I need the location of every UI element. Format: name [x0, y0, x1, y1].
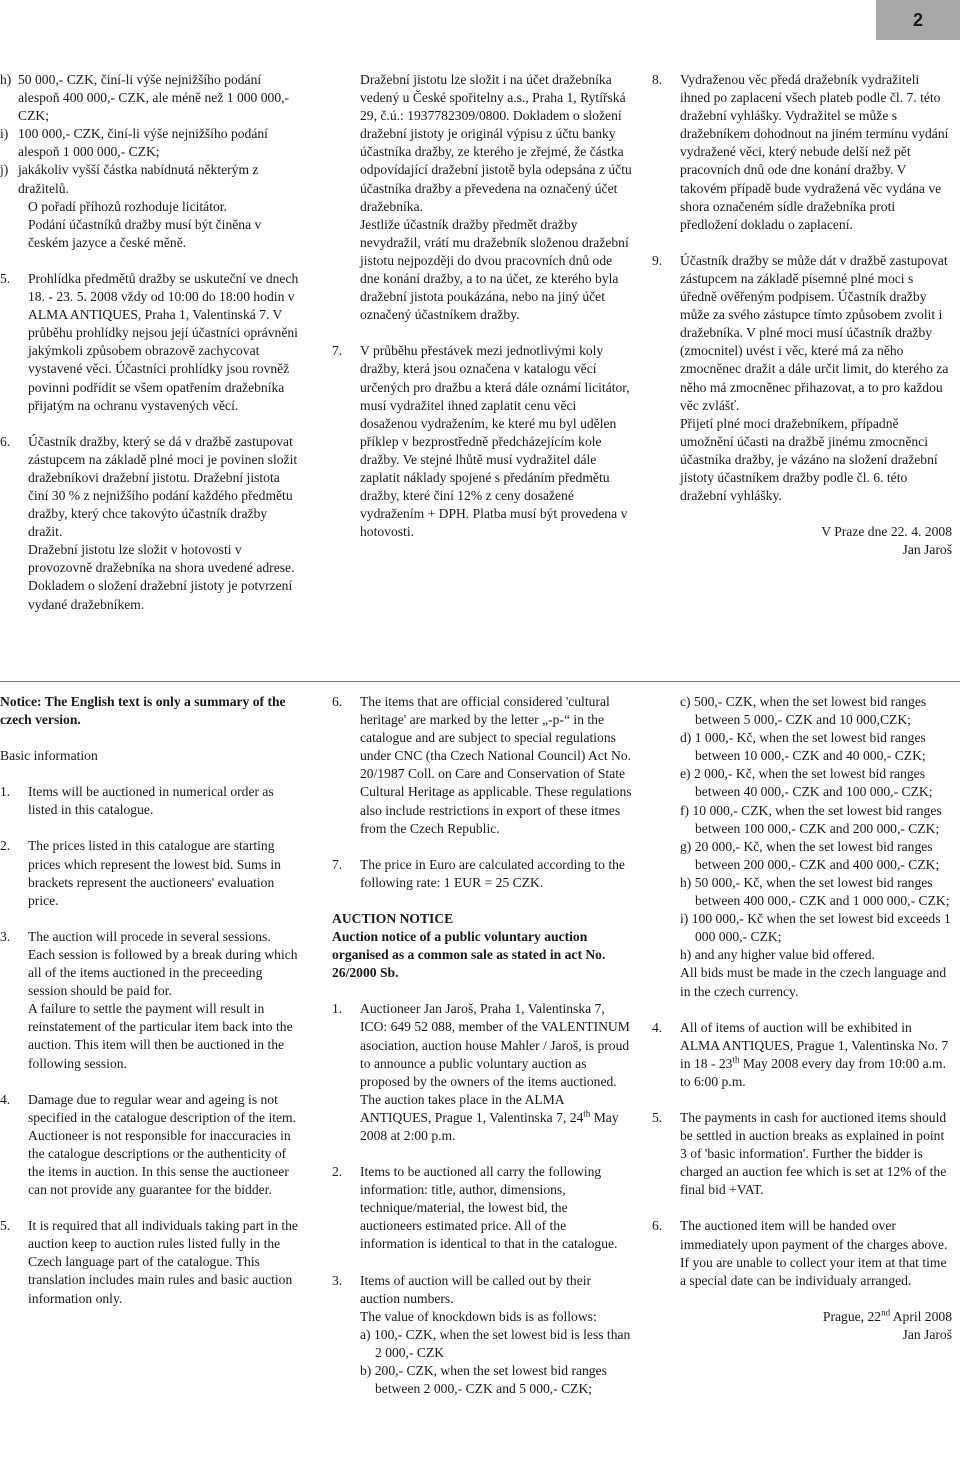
cz1-subitem — [0, 125, 300, 161]
bid-text: and any higher value bid offered. — [694, 947, 875, 963]
subitem-letter: h) — [0, 72, 12, 87]
bid-tier — [680, 729, 952, 765]
english-column-2 — [332, 693, 632, 1398]
item-text: The price in Euro are calculated according to the following rate: 1 EUR = 25 CZK. — [360, 856, 625, 890]
item-number: 5. — [0, 270, 11, 286]
bids-footer: All bids must be made in the czech language and in the czech currency. — [680, 965, 947, 999]
notice-item-4: 4. All of items of auction will be exhibited in ALMA ANTIQUES, Prague 1, Valentinska No. 7 in 18 - 23th May 2008 every day from 10:00 a.m. to 6:00 p.m. — [652, 1019, 949, 1089]
bid-tier — [680, 874, 952, 910]
info-item-3 — [0, 928, 300, 1073]
czech-column-2 — [332, 71, 632, 541]
item-text: The prices listed in this catalogue are starting prices which represent the lowest bid. Sums in brackets represent the auctioneers' evaluation price. — [28, 838, 281, 908]
item-text: V průběhu přestávek mezi jednotlivými koly dražby, která jsou označena v katalogu věcí určených pro dražbu a která dále oznámí licitátor, musí vydražitel ihned zaplatit cenu věci dosaženou vydražením, ke které mu byl udělen příklep v bezprostředně předcházejícím kole dražby. Ve stejné lhůtě musí vydražitel dále zaplatit náklady spojené s předáním předmětu dražby, které činí 12% z ceny dosažené vydražením + DPH. Platba musí být provedena v hotovosti. — [360, 343, 630, 540]
cz2-item — [332, 342, 632, 541]
page-number: 2 — [876, 0, 960, 40]
item-text: Damage due to regular wear and ageing is not specified in the catalogue description of the item. Auctioneer is not responsible for inaccuracies in the catalogue descriptions or the authenticity of the items in auction. In this sense the auctioneer can not provide any guarantee for the bidder. — [28, 1091, 297, 1198]
bid-text: 50 000,- Kč, when the set lowest bid ranges between 400 000,- CZK and 1 000 000,- CZK; — [694, 874, 950, 909]
subitem-text: 100 000,- CZK, činí-li výše nejnižšího podání alespoň 1 000 000,- CZK; — [18, 126, 268, 160]
item-number: 7. — [332, 856, 343, 872]
auction-notice-subtitle: Auction notice of a public voluntary auction organised as a common sale as stated in act No. 26/2000 Sb. — [332, 929, 606, 981]
english-notice: Notice: The English text is only a summary of the czech version. — [0, 694, 286, 728]
notice-item-5: 5. The payments in cash for auctioned items should be settled in auction breaks as explained in point 3 of 'basic information'. Further the bidder is charged an auction fee which is set at 12% of the final bid +VAT. — [652, 1109, 947, 1198]
item-text: Prohlídka předmětů dražby se uskuteční ve dnech 18. - 23. 5. 2008 vždy od 10:00 do 18:00 hodin v ALMA ANTIQUES, Praha 1, Valentinská 7. V průběhu prohlídky nejsou její účastníci oprávněni jakýmkoli způsobem obrazově zachycovat vystavené věci. Účastníci prohlídky jsou rovněž povinni podřídit se všem opatřením dražebníka přijatým na ochranu vystavených věcí. — [28, 270, 299, 413]
bid-text: 100 000,- Kč when the set lowest bid exceeds 1 000 000,- CZK; — [691, 911, 951, 945]
subitem-text: jakákoliv vyšší částka nabídnutá některým z dražitelů. — [18, 162, 259, 196]
item-number: 4. — [0, 1091, 11, 1107]
bid-text: 100,- CZK, when the set lowest bid is less than 2 000,- CZK — [373, 1326, 631, 1360]
cz3-item — [652, 71, 952, 234]
basic-information-heading: Basic information — [0, 748, 98, 764]
bid-tier — [680, 838, 952, 874]
cz3-paragraph: Přijetí plné moci dražebníkem, případně umožnění účasti na dražbě jinému zmocněnci účastníka dražby, je vázáno na složení dražební jistoty účastníkem dražby podle čl. 6. této dražební vyhlášky. — [680, 415, 938, 504]
bid-text: 200,- CZK, when the set lowest bid ranges between 2 000,- CZK and 5 000,- CZK; — [374, 1363, 607, 1397]
bid-letter: i) — [680, 911, 689, 927]
bid-letter: c) — [680, 694, 691, 709]
notice-item-2: 2. Items to be auctioned all carry the following information: title, author, dimensions, technique/material, the lowest bid, the auctioneers estimated price. All of the information is identical to that in the catalogue. — [332, 1164, 618, 1252]
cz1-subitem — [0, 161, 300, 197]
item-text: Účastník dražby, který se dá v dražbě zastupovat zástupcem na základě plné moci je povinen složit dražebníkovi dražební jistotu. Dražební jistota činí 30 % z nejnižšího podání každého předmětu dražby, který chce takovýto účastník dražby dražit. — [28, 433, 298, 540]
item-extra: A failure to settle the payment will result in reinstatement of the particular item back into the auction. This item will then be auctioned in the following session. — [28, 1001, 293, 1071]
bid-tier — [680, 910, 952, 946]
notice-item-1: 1. Auctioneer Jan Jaroš, Praha 1, Valentinska 7, ICO: 649 52 088, member of the VALENTINUM asociation, auction house Mahler / Jaroš, is proud to announce a public voluntary auction as proposed by the owners of the items auctioned. The auction takes place in the ALMA ANTIQUES, Prague 1, Valentinska 7, 24th May 2008 at 2:00 p.m. — [332, 1001, 630, 1143]
knockdown-bids-intro: The value of knockdown bids is as follows: — [360, 1308, 597, 1324]
cz1-paragraph: Dražební jistotu lze složit v hotovosti v provozovně dražebníka na shora uvedené adrese. Dokladem o složení dražební jistoty je potvrzení vydané dražebníkem. — [28, 542, 295, 612]
item-number: 3. — [0, 928, 11, 944]
item-number: 6. — [0, 433, 11, 449]
bid-tier — [680, 802, 952, 838]
bid-letter: h) — [680, 947, 692, 963]
item-number: 1. — [0, 784, 11, 800]
english-column-3 — [652, 693, 952, 1344]
item-text: Items will be auctioned in numerical order as listed in this catalogue. — [28, 784, 274, 818]
bid-tier — [680, 765, 952, 801]
info-item-4 — [0, 1091, 300, 1200]
english-column-1 — [0, 693, 300, 1308]
item-number: 7. — [332, 343, 343, 359]
czech-column-1 — [0, 71, 300, 614]
bid-letter: b) — [360, 1363, 372, 1378]
item-text: The auction will procede in several sessions. Each session is followed by a break during which all of the items auctioned in the preceeding session should be paid for. — [28, 928, 298, 999]
bid-letter: d) — [680, 730, 692, 746]
info-item-5 — [0, 1217, 300, 1307]
bid-text: 20 000,- Kč, when the set lowest bid ranges between 200 000,- CZK and 400 000,- CZK; — [694, 838, 940, 872]
section-divider — [0, 681, 960, 682]
auction-notice-title: AUCTION NOTICE — [332, 910, 454, 926]
item-text: Vydraženou věc předá dražebník vydražiteli ihned po zaplacení všech plateb podle čl. 7. této dražební vyhlášky. Vydražitel se může s dražebníkem dohodnout na jiném termínu vydání vydražené věci, který nebude delší než pět pracovních dnů ode dne konání dražby. V takovém případě bude vydražená věc vydána ve shora označeném sídle dražebníka proti předložení dokladu o zaplacení. — [680, 72, 949, 232]
subitem-letter: i) — [0, 126, 9, 142]
cz1-subitem — [0, 71, 300, 125]
info-item-2 — [0, 837, 300, 909]
bid-letter: e) — [680, 766, 691, 782]
bid-text: 500,- CZK, when the set lowest bid ranges between 5 000,- CZK and 10 000,CZK; — [693, 694, 927, 728]
bid-text: 1 000,- Kč, when the set lowest bid ranges between 10 000,- CZK and 40 000,- CZK; — [694, 730, 926, 764]
item-number: 6. — [332, 694, 343, 709]
bid-letter: f) — [680, 802, 690, 818]
subitem-text: 50 000,- CZK, činí-li výše nejnižšího podání alespoň 400 000,- CZK, ale méně než 1 000 000,- CZK; — [18, 72, 290, 124]
english-place-date: Prague, 22nd April 2008 — [822, 1307, 952, 1324]
info-item-6 — [332, 693, 632, 838]
bid-tier — [360, 1362, 632, 1398]
subitem-letter: j) — [0, 162, 9, 178]
bid-letter: a) — [360, 1326, 371, 1342]
item-number: 8. — [652, 72, 663, 87]
item-number: 2. — [0, 838, 11, 854]
bid-tier — [680, 946, 952, 964]
item-text: Účastník dražby se může dát v dražbě zastupovat zástupcem na základě písemné plné moci s úředně ověřeným podpisem. Účastník dražby může za svého zástupce tímto způsobem zvolit i dražebníka. V plné moci musí účastník dražby (zmocnitel) uvést i věc, které má za něho zmocněnec dražit a dále určit limit, do kterého za něho má zmocněnec přihazovat, a to pro každou věc zvlášť. — [680, 252, 949, 413]
info-item-1 — [0, 783, 300, 819]
cz3-item — [652, 252, 952, 415]
item-text: It is required that all individuals taking part in the auction keep to auction rules listed fully in the Czech language part of the catalogue. This translation includes main rules and basic auction information only. — [28, 1218, 298, 1306]
bid-tier — [360, 1326, 632, 1362]
cz1-paragraph: O pořadí příhozů rozhoduje licitátor. — [28, 198, 227, 214]
bid-letter: g) — [680, 838, 692, 854]
notice-item-3: 3. Items of auction will be called out by their auction numbers. — [332, 1272, 592, 1306]
info-item-7 — [332, 856, 632, 892]
cz1-item — [0, 433, 300, 542]
bid-letter: h) — [680, 874, 692, 890]
cz1-item — [0, 270, 300, 415]
czech-place-date: V Praze dne 22. 4. 2008 — [821, 524, 952, 540]
czech-column-3 — [652, 71, 952, 559]
notice-item-6: 6. The auctioned item will be handed over immediately upon payment of the charges above. If you are unable to collect your item at that time a special date can be individualy arranged. — [652, 1218, 948, 1288]
cz2-paragraph: Jestliže účastník dražby předmět dražby nevydražil, vrátí mu dražebník složenou dražební jistotu nejpozději do dvou pracovních dnů ode dne konání dražby, a to na účet, ze kterého byla dražební jistota poukázána, nebo na jiný účet označený účastníkem dražby. — [360, 216, 629, 323]
cz1-paragraph: Podání účastníků dražby musí být činěna v českém jazyce a české měně. — [28, 216, 262, 250]
bid-text: 10 000,- CZK, when the set lowest bid ranges between 100 000,- CZK and 200 000,- CZK; — [692, 802, 942, 836]
english-signature: Jan Jaroš — [902, 1326, 952, 1342]
item-number: 5. — [0, 1218, 11, 1234]
bid-text: 2 000,- Kč, when the set lowest bid ranges between 40 000,- CZK and 100 000,- CZK; — [693, 766, 933, 800]
cz2-paragraph: Dražební jistotu lze složit i na účet dražebníka vedený u České spořitelny a.s., Praha 1, Rytířská 29, č.ú.: 1937782309/0800. Dokladem o složení dražební jistoty je originál výpisu z účtu banky účastníka dražby, ze kterého je zřejmé, že částka odpovídající dražební jistotě byla odepsána z účtu účastníka dražby a převedena na označený účet dražebníka. — [360, 72, 632, 214]
czech-signature: Jan Jaroš — [902, 542, 952, 558]
item-number: 9. — [652, 252, 663, 268]
item-text: The items that are official considered 'cultural heritage' are marked by the letter „-p-“ in the catalogue and are subject to special regulations under CNC (tha Czech National Council) Act No. 20/1987 Coll. on Care and Conservation of State Cultural Heritage as applicable. These regulations also include restrictions in export of these itmes from the Czech Republic. — [360, 694, 632, 836]
bid-tier — [680, 693, 952, 729]
